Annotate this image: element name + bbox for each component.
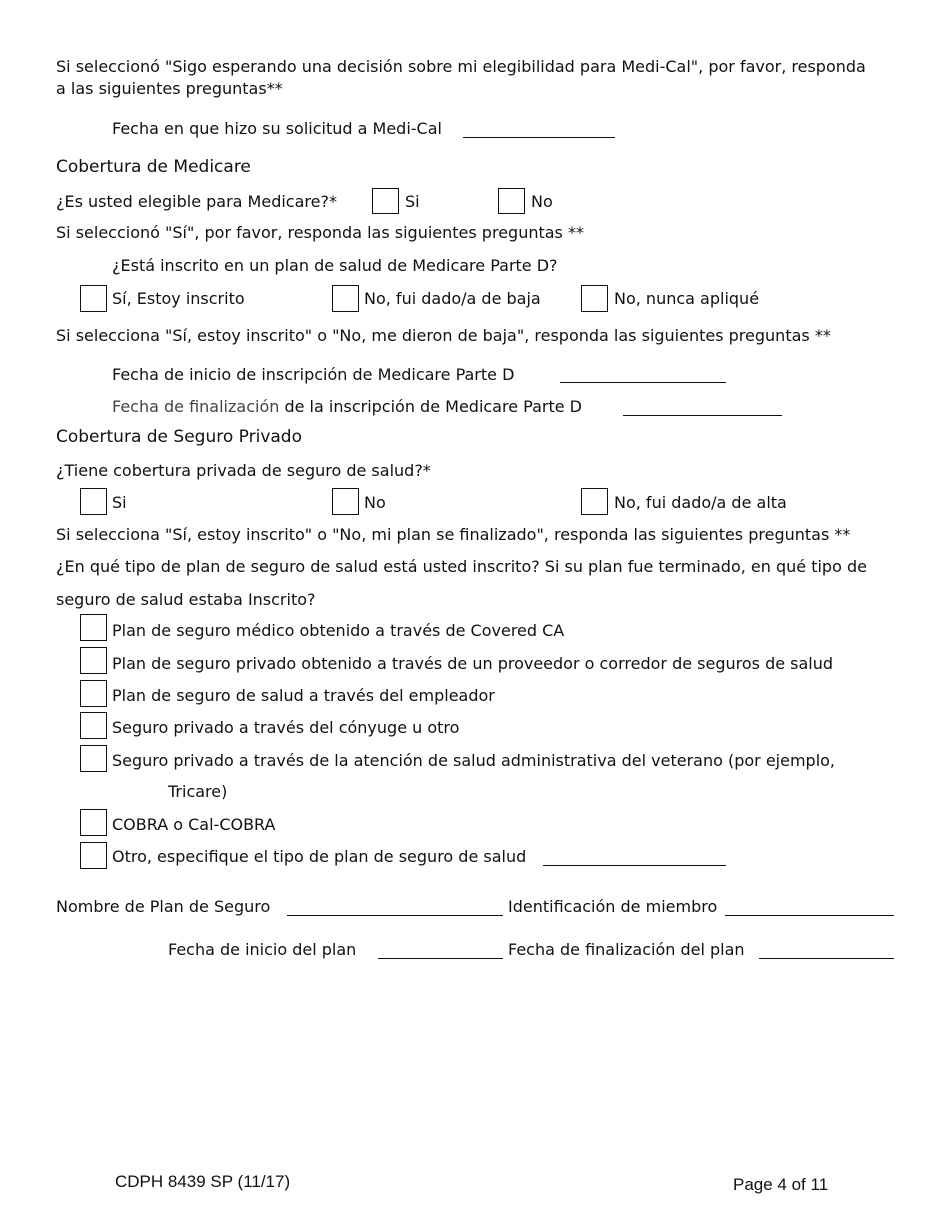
- plan-option-label: Plan de seguro privado obtenido a través de un proveedor o corredor de seguros de salud: [112, 654, 834, 673]
- part-d-end-date-label: [112, 399, 582, 415]
- plan-name-label: Nombre de Plan de Seguro: [56, 897, 271, 916]
- plan-employer-checkbox[interactable]: [80, 680, 107, 707]
- part-d-dropped-label: No, fui dado/a de baja: [364, 289, 541, 308]
- plan-other-checkbox[interactable]: [80, 842, 107, 869]
- medi-cal-date-label: Fecha en que hizo su solicitud a Medi-Cal: [112, 119, 442, 138]
- plan-option-label: Seguro privado a través de la atención de salud administrativa del veterano (por ejemplo,: [112, 751, 836, 770]
- plan-end-date-label: Fecha de finalización del plan: [508, 940, 745, 959]
- medicare-no-checkbox[interactable]: [498, 188, 525, 214]
- private-no-checkbox[interactable]: [332, 488, 359, 515]
- plan-name-field[interactable]: [287, 915, 503, 916]
- plan-option-label: COBRA o Cal-COBRA: [112, 815, 276, 834]
- medicare-heading: Cobertura de Medicare: [56, 157, 251, 177]
- part-d-never-label: No, nunca apliqué: [614, 289, 760, 308]
- end-date-label-prefix: Fecha de finalización: [112, 397, 280, 416]
- private-yes-checkbox[interactable]: [80, 488, 107, 515]
- part-d-dropped-checkbox[interactable]: [332, 285, 359, 312]
- form-id: CDPH 8439 SP (11/17): [115, 1172, 291, 1191]
- medi-cal-date-field[interactable]: [463, 137, 615, 138]
- plan-type-question-line-1: ¿En qué tipo de plan de seguro de salud está usted inscrito? Si su plan fue terminado, en qué tipo de: [56, 557, 867, 576]
- intro-line-1: Si seleccionó "Sigo esperando una decisión sobre mi elegibilidad para Medi-Cal", por favor, responda: [56, 57, 866, 76]
- medicare-if-yes-text: Si seleccionó "Sí", por favor, responda las siguientes preguntas **: [56, 223, 584, 242]
- part-d-enrolled-checkbox[interactable]: [80, 285, 107, 312]
- medicare-no-label: No: [531, 192, 553, 211]
- private-heading: Cobertura de Seguro Privado: [56, 427, 302, 447]
- part-d-question: ¿Está inscrito en un plan de salud de Medicare Parte D?: [112, 256, 558, 275]
- part-d-end-date-field[interactable]: [623, 415, 782, 416]
- plan-cobra-checkbox[interactable]: [80, 809, 107, 836]
- part-d-start-date-field[interactable]: [560, 382, 726, 383]
- plan-start-date-field[interactable]: [378, 958, 503, 959]
- private-discharged-label: No, fui dado/a de alta: [614, 493, 787, 512]
- plan-veteran-continuation: Tricare): [168, 782, 228, 801]
- private-question: ¿Tiene cobertura privada de seguro de salud?*: [56, 461, 431, 480]
- private-no-label: No: [364, 493, 386, 512]
- part-d-enrolled-label: Sí, Estoy inscrito: [112, 289, 245, 308]
- plan-type-question-line-2: seguro de salud estaba Inscrito?: [56, 590, 316, 609]
- medicare-if-enrolled-text: Si selecciona "Sí, estoy inscrito" o "No, me dieron de baja", responda las siguientes preguntas **: [56, 326, 831, 345]
- plan-option-label: Plan de seguro de salud a través del empleador: [112, 686, 495, 705]
- member-id-label: Identificación de miembro: [508, 897, 718, 916]
- medicare-yes-checkbox[interactable]: [372, 188, 399, 214]
- plan-other-specify-field[interactable]: [543, 865, 726, 866]
- intro-line-2: a las siguientes preguntas**: [56, 79, 283, 98]
- plan-broker-checkbox[interactable]: [80, 647, 107, 674]
- page-number: Page 4 of 11: [733, 1175, 829, 1194]
- medicare-eligible-question: ¿Es usted elegible para Medicare?*: [56, 192, 337, 211]
- part-d-start-date-label: Fecha de inicio de inscripción de Medicare Parte D: [112, 365, 515, 384]
- private-yes-label: Si: [112, 493, 127, 512]
- plan-veteran-checkbox[interactable]: [80, 745, 107, 772]
- plan-option-label: Seguro privado a través del cónyuge u otro: [112, 718, 460, 737]
- plan-option-label: Otro, especifique el tipo de plan de seguro de salud: [112, 847, 527, 866]
- plan-covered-ca-checkbox[interactable]: [80, 614, 107, 641]
- private-if-enrolled-text: Si selecciona "Sí, estoy inscrito" o "No, mi plan se finalizado", responda las siguientes preguntas **: [56, 525, 851, 544]
- end-date-label-suffix: de la inscripción de Medicare Parte D: [284, 397, 582, 416]
- member-id-field[interactable]: [725, 915, 894, 916]
- plan-spouse-checkbox[interactable]: [80, 712, 107, 739]
- medicare-yes-label: Si: [405, 192, 420, 211]
- plan-end-date-field[interactable]: [759, 958, 894, 959]
- plan-option-label: Plan de seguro médico obtenido a través de Covered CA: [112, 621, 565, 640]
- plan-start-date-label: Fecha de inicio del plan: [168, 940, 357, 959]
- part-d-never-checkbox[interactable]: [581, 285, 608, 312]
- private-discharged-checkbox[interactable]: [581, 488, 608, 515]
